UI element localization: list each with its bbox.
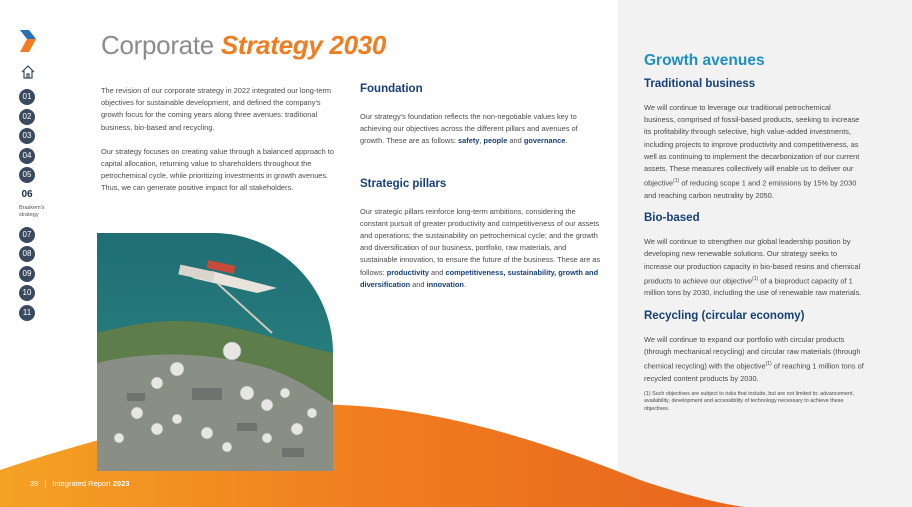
industrial-plant-photo (97, 233, 333, 471)
foundation-heading: Foundation (360, 83, 423, 95)
title-prefix: Corporate (101, 30, 221, 60)
page-footer (30, 479, 129, 488)
nav-item-07[interactable]: 07 (19, 227, 35, 243)
recycling-heading: Recycling (circular economy) (644, 309, 805, 322)
nav-active-label: Braskem's strategy (19, 204, 45, 218)
traditional-business-heading: Traditional business (644, 78, 756, 90)
footer-separator: | (44, 479, 47, 488)
bio-based-text: We will continue to strengthen our global leadership position by developing new renewable solutions. Our strategy seeks to increase our production capacity in bio-based resins and chemical products to achieve our objective$^{(1)}$ of a bioproduct capacity of 1 million tons by 2030, including the use of renewable raw materials. (644, 237, 862, 298)
footnote: (1) Such objectives are subject to risks that include, but are not limited to: advancement, availability, development and accessibility of technology necessary to achieve these objectives. (644, 390, 855, 412)
nav-item-08[interactable]: 08 (19, 246, 35, 262)
braskem-logo (20, 30, 36, 52)
nav-item-11[interactable]: 11 (19, 305, 35, 321)
report-year: 2023 (112, 479, 130, 488)
nav-item-06-active[interactable]: 06 (21, 188, 33, 200)
report-name: Integrated Report (52, 479, 113, 488)
nav-item-03[interactable]: 03 (19, 128, 35, 144)
page-number: 39 (30, 479, 39, 488)
recycling-text: We will continue to expand our portfolio with circular products (through mechanical recycling) and circular raw materials (through chemical recycling) with the objective$^{(1)}$ of reaching 1 million tons of recycled content products by 2030. (644, 334, 864, 383)
nav-item-01[interactable]: 01 (19, 89, 35, 105)
home-icon[interactable] (20, 64, 36, 80)
page-title (101, 30, 386, 61)
section-nav (19, 89, 79, 325)
intro-paragraph-2: Our strategy focuses on creating value through a balanced approach to capital allocation, returning value to shareholders throughout the petrochemical cycle, while prioritizing investments in growth avenues. Thus, we can generate positive impact for all stakeholders. (101, 146, 334, 193)
intro-text (101, 85, 344, 207)
pillars-text: Our strategic pillars reinforce long-term ambitions, considering the constant pursuit of greater productivity and competitiveness of our assets and operations; the sustainability on petrochemical cycle; and the growth and diversification of our business, portfolio, raw materials, and sustainable innovation, to ensure the future of the business. These are as follows: productivity and competitiveness, sustainability, growth and diversification and innovation. (360, 206, 601, 289)
intro-paragraph-1: The revision of our corporate strategy in 2022 integrated our long-term objectives for sustainable development, and defined the company's growth focus for the coming years along three avenues: traditional business, bio-based and recycling. (101, 86, 332, 132)
nav-item-04[interactable]: 04 (19, 148, 35, 164)
nav-item-10[interactable]: 10 (19, 285, 35, 301)
nav-item-02[interactable]: 02 (19, 109, 35, 125)
foundation-text: Our strategy's foundation reflects the non-negotiable values key to achieving our objectives across the different pillars and avenues of growth. These are as follows: safety, people and governance. (360, 112, 578, 146)
nav-item-05[interactable]: 05 (19, 167, 35, 183)
nav-item-09[interactable]: 09 (19, 266, 35, 282)
growth-avenues-heading: Growth avenues (644, 52, 765, 69)
pillars-heading: Strategic pillars (360, 177, 447, 190)
title-accent: Strategy 2030 (220, 30, 387, 60)
foundation-pillars-column (360, 83, 603, 321)
growth-avenues-column (644, 52, 864, 423)
traditional-business-text: We will continue to leverage our traditional petrochemical business, comprised of fossil-based products, seeking to increase its profitability through selective, high value-added investments, including projects to improve productivity and competitiveness, as well as continuing to implement the decarbonization of our current assets. These measures collectively will enable us to deliver our objective$^{(1)}$ of reducing scope 1 and 2 emissions by 15% by 2030 and reaching carbon neutrality by 2050. (644, 103, 860, 200)
bio-based-heading: Bio-based (644, 212, 700, 225)
